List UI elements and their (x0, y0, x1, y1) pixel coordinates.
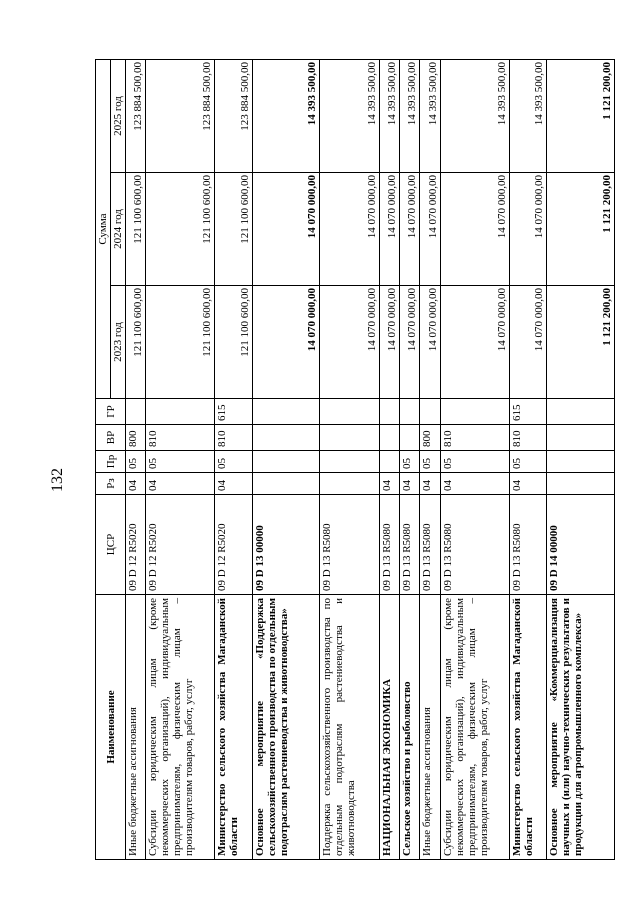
cell-y2024: 14 070 000,00 (320, 173, 379, 286)
cell-vr: 810 (146, 425, 215, 451)
header-pr: Пр (96, 451, 126, 473)
cell-y2025: 123 884 500,00 (146, 60, 215, 173)
cell-pr: 05 (400, 451, 420, 473)
cell-pr (547, 451, 615, 473)
cell-vr (252, 425, 320, 451)
header-2025: 2025 год (111, 60, 126, 173)
cell-csr: 09 D 13 R5080 (440, 495, 509, 595)
cell-y2025: 14 393 500,00 (400, 60, 420, 173)
cell-gr (320, 399, 379, 425)
cell-y2023: 1 121 200,00 (547, 286, 615, 399)
cell-gr (252, 399, 320, 425)
cell-rz: 04 (420, 473, 440, 495)
cell-vr (547, 425, 615, 451)
cell-y2024: 121 100 600,00 (146, 173, 215, 286)
cell-pr: 05 (440, 451, 509, 473)
cell-name: Субсидии юридическим лицам (кроме некоммерческих организаций), индивидуальным предпринимателям, физическим лицам – производителям товаров, работ, услуг (146, 595, 215, 860)
cell-name: Иные бюджетные ассигнования (420, 595, 440, 860)
cell-vr: 800 (420, 425, 440, 451)
cell-csr: 09 D 13 R5080 (420, 495, 440, 595)
cell-y2024: 1 121 200,00 (547, 173, 615, 286)
cell-rz (320, 473, 379, 495)
header-rz: Рз (96, 473, 126, 495)
cell-rz: 04 (215, 473, 253, 495)
header-csr: ЦСР (96, 495, 126, 595)
cell-y2025: 14 393 500,00 (420, 60, 440, 173)
rotated-table-wrapper (95, 60, 615, 860)
cell-name: Субсидии юридическим лицам (кроме некоммерческих организаций), индивидуальным предпринимателям, физическим лицам – производителям товаров, работ, услуг (440, 595, 509, 860)
cell-gr (379, 399, 399, 425)
cell-y2025: 1 121 200,00 (547, 60, 615, 173)
cell-pr: 05 (215, 451, 253, 473)
header-vr: ВР (96, 425, 126, 451)
header-name: Наименование (96, 595, 126, 860)
cell-name: Основное мероприятие «Коммерциализация научных и (или) научно-технических результатов и продукции для агропромышленного комплекса» (547, 595, 615, 860)
cell-rz: 04 (440, 473, 509, 495)
cell-csr: 09 D 13 R5080 (320, 495, 379, 595)
cell-gr (400, 399, 420, 425)
cell-csr: 09 D 13 R5080 (509, 495, 547, 595)
cell-rz: 04 (400, 473, 420, 495)
table-row (146, 60, 215, 860)
cell-y2024: 14 070 000,00 (509, 173, 547, 286)
cell-name: Министерство сельского хозяйства Магаданской области (215, 595, 253, 860)
cell-pr (252, 451, 320, 473)
cell-rz: 04 (379, 473, 399, 495)
cell-y2025: 14 393 500,00 (379, 60, 399, 173)
cell-gr (547, 399, 615, 425)
table-row (420, 60, 440, 860)
cell-csr: 09 D 12 R5020 (215, 495, 253, 595)
header-2023: 2023 год (111, 286, 126, 399)
cell-y2025: 123 884 500,00 (126, 60, 146, 173)
table-row (215, 60, 253, 860)
cell-rz: 04 (509, 473, 547, 495)
cell-rz (252, 473, 320, 495)
cell-name: Поддержка сельскохозяйственного производства по отдельным подотраслям растениеводства и животноводства (320, 595, 379, 860)
header-gr: ГР (96, 399, 126, 425)
table-row (400, 60, 420, 860)
header-sum: Сумма (96, 60, 111, 399)
cell-vr (379, 425, 399, 451)
cell-csr: 09 D 13 R5080 (400, 495, 420, 595)
table-row (440, 60, 509, 860)
table-row (547, 60, 615, 860)
cell-gr (146, 399, 215, 425)
cell-y2024: 121 100 600,00 (215, 173, 253, 286)
cell-csr: 09 D 13 00000 (252, 495, 320, 595)
cell-gr (440, 399, 509, 425)
cell-gr: 615 (509, 399, 547, 425)
cell-y2023: 121 100 600,00 (215, 286, 253, 399)
cell-y2025: 14 393 500,00 (252, 60, 320, 173)
cell-vr: 810 (509, 425, 547, 451)
cell-gr (126, 399, 146, 425)
cell-vr: 810 (215, 425, 253, 451)
cell-rz: 04 (146, 473, 215, 495)
table-row (320, 60, 379, 860)
cell-y2024: 14 070 000,00 (252, 173, 320, 286)
cell-y2024: 121 100 600,00 (126, 173, 146, 286)
table-body (126, 60, 615, 860)
cell-y2023: 14 070 000,00 (320, 286, 379, 399)
cell-y2023: 14 070 000,00 (400, 286, 420, 399)
cell-y2024: 14 070 000,00 (440, 173, 509, 286)
cell-y2024: 14 070 000,00 (400, 173, 420, 286)
cell-pr: 05 (126, 451, 146, 473)
cell-csr: 09 D 14 00000 (547, 495, 615, 595)
cell-y2023: 121 100 600,00 (126, 286, 146, 399)
cell-y2025: 123 884 500,00 (215, 60, 253, 173)
cell-name: Основное мероприятие «Поддержка сельскохозяйственного производства по отдельным подотраслям растениеводства и животноводства» (252, 595, 320, 860)
cell-vr: 810 (440, 425, 509, 451)
table-row (252, 60, 320, 860)
cell-y2024: 14 070 000,00 (420, 173, 440, 286)
cell-name: Министерство сельского хозяйства Магаданской области (509, 595, 547, 860)
cell-rz: 04 (126, 473, 146, 495)
table-row (126, 60, 146, 860)
cell-y2025: 14 393 500,00 (320, 60, 379, 173)
cell-csr: 09 D 12 R5020 (126, 495, 146, 595)
cell-pr (320, 451, 379, 473)
cell-gr: 615 (215, 399, 253, 425)
cell-csr: 09 D 13 R5080 (379, 495, 399, 595)
cell-pr (379, 451, 399, 473)
cell-y2024: 14 070 000,00 (379, 173, 399, 286)
cell-pr: 05 (420, 451, 440, 473)
cell-vr: 800 (126, 425, 146, 451)
header-2024: 2024 год (111, 173, 126, 286)
cell-y2023: 121 100 600,00 (146, 286, 215, 399)
cell-name: Сельское хозяйство и рыболовство (400, 595, 420, 860)
cell-y2023: 14 070 000,00 (379, 286, 399, 399)
table-row (379, 60, 399, 860)
cell-y2025: 14 393 500,00 (509, 60, 547, 173)
cell-gr (420, 399, 440, 425)
budget-table (95, 59, 615, 860)
cell-y2025: 14 393 500,00 (440, 60, 509, 173)
cell-y2023: 14 070 000,00 (440, 286, 509, 399)
cell-y2023: 14 070 000,00 (252, 286, 320, 399)
cell-csr: 09 D 12 R5020 (146, 495, 215, 595)
table-row (509, 60, 547, 860)
cell-rz (547, 473, 615, 495)
cell-name: НАЦИОНАЛЬНАЯ ЭКОНОМИКА (379, 595, 399, 860)
cell-vr (400, 425, 420, 451)
page-number: 132 (49, 468, 66, 492)
cell-y2023: 14 070 000,00 (420, 286, 440, 399)
cell-name: Иные бюджетные ассигнования (126, 595, 146, 860)
cell-vr (320, 425, 379, 451)
cell-y2023: 14 070 000,00 (509, 286, 547, 399)
cell-pr: 05 (146, 451, 215, 473)
cell-pr: 05 (509, 451, 547, 473)
